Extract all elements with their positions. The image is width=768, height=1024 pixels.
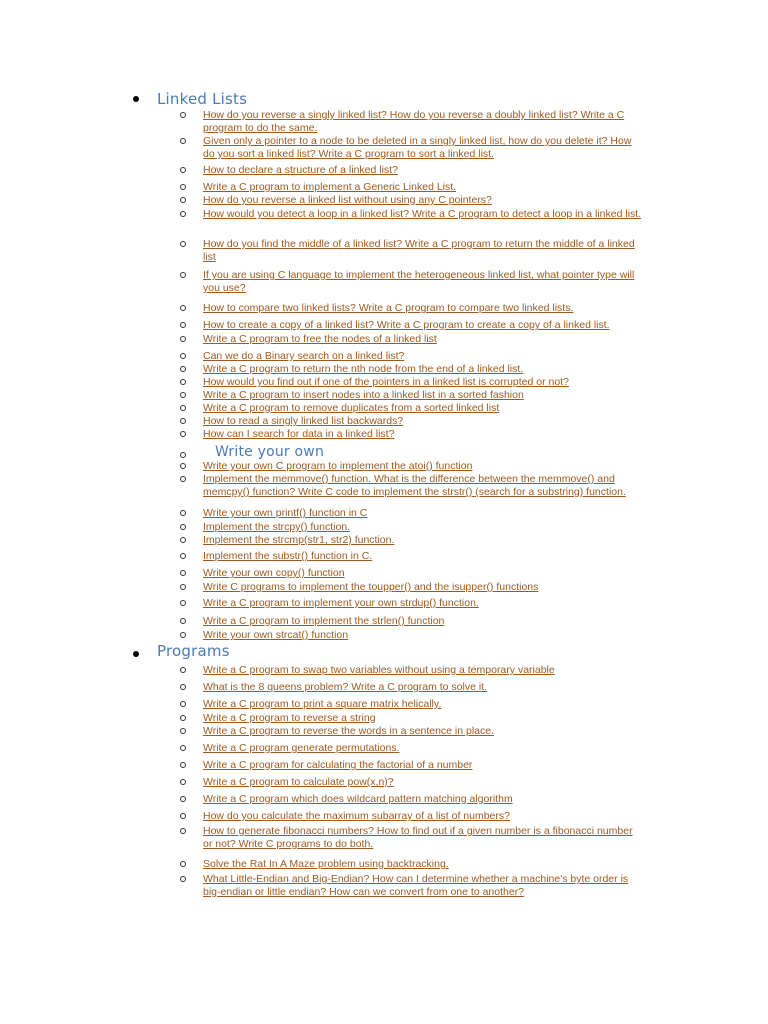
list-item-link[interactable]: Write a C program to calculate pow(x,n)? — [203, 776, 394, 788]
list-item-link[interactable]: Write your own printf() function in C — [203, 507, 368, 519]
list-bullet — [180, 684, 186, 690]
list-item-link[interactable]: Write a C program to print a square matrix helically. — [203, 698, 442, 710]
list-bullet — [180, 272, 186, 278]
list-bullet — [180, 184, 186, 190]
list-bullet — [180, 211, 186, 217]
list-bullet — [180, 431, 186, 437]
list-item-link[interactable]: How do you reverse a linked list without using any C pointers? — [203, 194, 492, 206]
list-item-link[interactable]: Write C programs to implement the toupper() and the isupper() functions — [203, 581, 539, 593]
list-item-link[interactable]: Write a C program to reverse the words in a sentence in place. — [203, 725, 495, 737]
list-bullet — [180, 112, 186, 118]
list-bullet — [180, 476, 186, 482]
list-item-link[interactable]: Implement the strcpy() function. — [203, 521, 351, 533]
list-bullet — [180, 418, 186, 424]
list-bullet — [180, 353, 186, 359]
list-item-link[interactable]: How would you detect a loop in a linked list? Write a C program to detect a loop in a linked list. — [203, 208, 642, 220]
list-bullet — [180, 452, 186, 458]
list-bullet — [180, 379, 186, 385]
list-item-link[interactable]: How can I search for data in a linked list? — [203, 428, 395, 440]
list-item-link[interactable]: Write your own C program to implement the atoi() function — [203, 460, 473, 472]
list-bullet — [180, 701, 186, 707]
section-bullet — [133, 651, 139, 657]
list-bullet — [180, 632, 186, 638]
list-bullet — [180, 537, 186, 543]
list-item-link[interactable]: Write a C program to implement your own strdup() function. — [203, 597, 479, 609]
list-bullet — [180, 876, 186, 882]
list-bullet — [180, 167, 186, 173]
list-bullet — [180, 524, 186, 530]
list-bullet — [180, 861, 186, 867]
list-item-link[interactable]: Implement the strcmp(str1, str2) function. — [203, 534, 395, 546]
list-item-link[interactable]: Write a C program to return the nth node from the end of a linked list. — [203, 363, 524, 375]
list-item-link[interactable]: Solve the Rat In A Maze problem using backtracking. — [203, 858, 449, 870]
list-item-link[interactable]: Implement the memmove() function. What is the difference between the memmove() and memcpy() function? Write C code to implement the strstr() (search for a substring) function. — [203, 473, 626, 498]
list-item-link[interactable]: How do you calculate the maximum subarray of a list of numbers? — [203, 810, 510, 822]
list-bullet — [180, 405, 186, 411]
list-item-link[interactable]: Write a C program to swap two variables without using a temporary variable — [203, 664, 555, 676]
section-title-linked-lists: Linked Lists — [157, 90, 248, 108]
list-item-link[interactable]: Write a C program which does wildcard pattern matching algorithm — [203, 793, 513, 805]
list-item-link[interactable]: Implement the substr() function in C. — [203, 550, 373, 562]
list-item-link[interactable]: How to declare a structure of a linked list? — [203, 164, 398, 176]
list-item-link[interactable]: What is the 8 queens problem? Write a C program to solve it. — [203, 681, 488, 693]
list-bullet — [180, 553, 186, 559]
list-item-link[interactable]: How would you find out if one of the pointers in a linked list is corrupted or not? — [203, 376, 569, 388]
list-bullet — [180, 392, 186, 398]
list-bullet — [180, 715, 186, 721]
list-bullet — [180, 584, 186, 590]
list-item-link[interactable]: What Little-Endian and Big-Endian? How can I determine whether a machine's byte order is big-endian or little endian? How can we convert from one to another? — [203, 873, 629, 898]
list-bullet — [180, 618, 186, 624]
list-item-link[interactable]: Given only a pointer to a node to be deleted in a singly linked list, how do you delete it? How do you sort a linked list? Write a C program to sort a linked list. — [203, 135, 632, 160]
list-item-link[interactable]: Write a C program to implement the strlen() function — [203, 615, 445, 627]
list-bullet — [180, 463, 186, 469]
list-item-link[interactable]: How to read a singly linked list backwards? — [203, 415, 404, 427]
section-title-programs: Programs — [157, 642, 230, 660]
list-bullet — [180, 796, 186, 802]
list-item-link[interactable]: How to generate fibonacci numbers? How to find out if a given number is a fibonacci number or not? Write C programs to do both. — [203, 825, 633, 850]
subsection-title-write-your-own: Write your own — [215, 444, 325, 460]
list-item-link[interactable]: Write a C program to remove duplicates from a sorted linked list — [203, 402, 500, 414]
section-bullet — [133, 96, 139, 102]
list-item-link[interactable]: How to create a copy of a linked list? Write a C program to create a copy of a linked list. — [203, 319, 610, 331]
list-bullet — [180, 779, 186, 785]
list-item-link[interactable]: If you are using C language to implement the heterogeneous linked list, what pointer type will you use? — [203, 269, 635, 294]
list-bullet — [180, 197, 186, 203]
list-bullet — [180, 305, 186, 311]
list-bullet — [180, 762, 186, 768]
list-item-link[interactable]: Write a C program generate permutations. — [203, 742, 400, 754]
list-bullet — [180, 667, 186, 673]
list-bullet — [180, 336, 186, 342]
list-bullet — [180, 728, 186, 734]
list-bullet — [180, 745, 186, 751]
list-bullet — [180, 600, 186, 606]
list-bullet — [180, 510, 186, 516]
list-item-link[interactable]: How to compare two linked lists? Write a C program to compare two linked lists. — [203, 302, 574, 314]
list-bullet — [180, 138, 186, 144]
list-item-link[interactable]: Write a C program to insert nodes into a linked list in a sorted fashion — [203, 389, 524, 401]
list-item-link[interactable]: Write a C program for calculating the factorial of a number — [203, 759, 473, 771]
list-bullet — [180, 322, 186, 328]
list-item-link[interactable]: Write a C program to implement a Generic Linked List. — [203, 181, 457, 193]
list-item-link[interactable]: How do you reverse a singly linked list? How do you reverse a doubly linked list? Write a C program to do the same. — [203, 109, 625, 134]
list-bullet — [180, 366, 186, 372]
list-bullet — [180, 828, 186, 834]
list-item-link[interactable]: How do you find the middle of a linked list? Write a C program to return the middle of a linked list — [203, 238, 635, 263]
list-item-link[interactable]: Can we do a Binary search on a linked list? — [203, 350, 405, 362]
list-item-link[interactable]: Write your own strcat() function — [203, 629, 349, 641]
list-bullet — [180, 241, 186, 247]
list-item-link[interactable]: Write a C program to free the nodes of a linked list — [203, 333, 437, 345]
list-bullet — [180, 570, 186, 576]
list-item-link[interactable]: Write a C program to reverse a string — [203, 712, 376, 724]
list-item-link[interactable]: Write your own copy() function — [203, 567, 345, 579]
list-bullet — [180, 813, 186, 819]
